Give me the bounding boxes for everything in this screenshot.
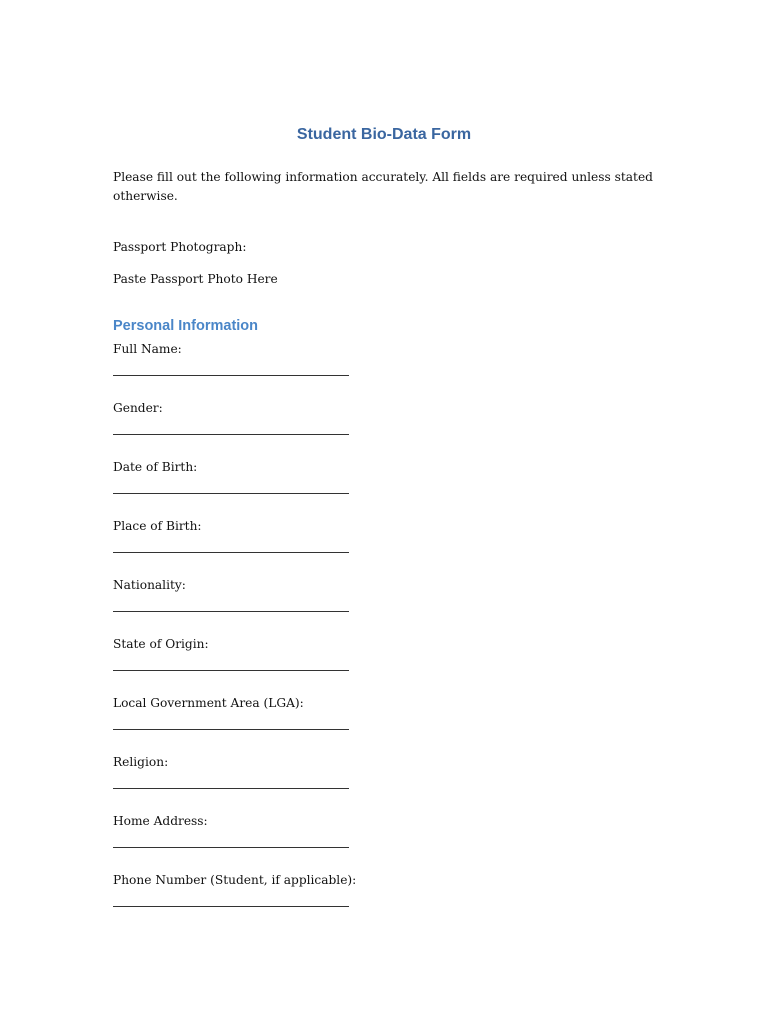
field-label: Place of Birth:: [113, 519, 202, 533]
fill-in-line[interactable]: [113, 552, 349, 553]
field-nationality: [113, 576, 513, 626]
fill-in-line[interactable]: [113, 375, 349, 376]
passport-photo-placeholder[interactable]: Paste Passport Photo Here: [113, 272, 278, 286]
section-heading-personal-information: Personal Information: [113, 318, 259, 334]
field-label: Religion:: [113, 755, 169, 769]
fill-in-line[interactable]: [113, 434, 349, 435]
fill-in-line[interactable]: [113, 906, 349, 907]
field-label: Home Address:: [113, 814, 208, 828]
fill-in-line[interactable]: [113, 493, 349, 494]
field-gender: [113, 399, 513, 449]
field-state-of-origin: [113, 635, 513, 685]
fill-in-line[interactable]: [113, 847, 349, 848]
field-label: Full Name:: [113, 342, 182, 356]
field-home-address: [113, 812, 513, 862]
fill-in-line[interactable]: [113, 729, 349, 730]
fill-in-line[interactable]: [113, 611, 349, 612]
intro-paragraph: Please fill out the following information accurately. All fields are required unless stated otherwise.: [113, 170, 653, 203]
field-date-of-birth: [113, 458, 513, 508]
passport-photo-label: Passport Photograph:: [113, 240, 247, 254]
fill-in-line[interactable]: [113, 788, 349, 789]
field-label: Date of Birth:: [113, 460, 198, 474]
document-title: Student Bio-Data Form: [296, 126, 472, 143]
field-label: Local Government Area (LGA):: [113, 696, 304, 710]
field-full-name: [113, 340, 513, 390]
field-place-of-birth: [113, 517, 513, 567]
field-label: Phone Number (Student, if applicable):: [113, 873, 357, 887]
field-label: Nationality:: [113, 578, 186, 592]
field-lga: [113, 694, 513, 744]
field-religion: [113, 753, 513, 803]
field-phone-number: [113, 871, 513, 921]
fill-in-line[interactable]: [113, 670, 349, 671]
field-label: Gender:: [113, 401, 163, 415]
field-label: State of Origin:: [113, 637, 209, 651]
